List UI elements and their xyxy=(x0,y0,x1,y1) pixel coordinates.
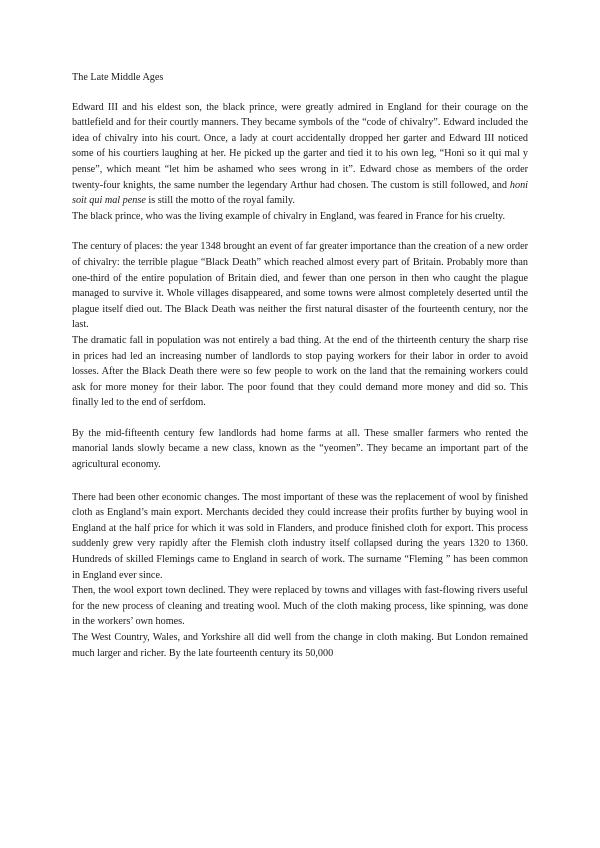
paragraph-west-country: The West Country, Wales, and Yorkshire all did well from the change in cloth making. But London remained much larger and richer. By the late fourteenth century its 50,000 xyxy=(72,632,528,659)
paragraph-chivalry-text: Edward III and his eldest son, the black prince, were greatly admired in England for their courage on the battlefield and for their courtly manners. They became symbols of the “code of chivalry”. Edward included the idea of chivalry into his court. Once, a lady at court accidentally dropped her garter and Edward III noticed some of his courtiers laughing at her. He picked up the garter and tied it to his own leg, “Honi so it qui mal y pense”, which meant “let him be ashamed who sees wrong in it”. Edward chose as members of the order twenty-four knights, the same number the legendary Arthur had chosen. The custom is still followed, and xyxy=(72,101,528,191)
motto-italic: honi soit qui mal pense xyxy=(72,179,528,207)
paragraph-black-death: The century of places: the year 1348 brought an event of far greater importance than the creation of a new order of chivalry: the terrible plague “Black Death” which reached almost every part of Britain. Probably more than one-third of the entire population of Britain died, and fewer than one person in then who caught the plague managed to survive it. Whole villages disappeared, and some towns were almost completely deserted until the plague itself died out. The Black Death was neither the first natural disaster of the fourteenth century, nor the last. xyxy=(72,241,528,331)
paragraph-yeomen: By the mid-fifteenth century few landlords had home farms at all. These smaller farmers who rented the manorial lands slowly became a new class, known as the “yeomen”. They became an important part of the agricultural economy. xyxy=(72,427,528,471)
paragraph-chivalry-end: is still the motto of the royal family. xyxy=(145,195,295,207)
paragraph-black-prince: The black prince, who was the living example of chivalry in England, was feared in France for his cruelty. xyxy=(72,210,506,222)
paragraph-chivalry xyxy=(72,100,528,209)
paragraph-economic-changes: There had been other economic changes. The most important of these was the replacement of wool by finished cloth as England’s main export. Merchants decided they could increase their profits further by buying wool in England at the half price for which it was sold in Flanders, and produce finished cloth for export. This process suddenly grew very rapidly after the Flemish cloth industry itself collapsed during the years 1320 to 1360. Hundreds of skilled Flemings came to England in search of work. The surname “Fleming ” has been common in England ever since. xyxy=(72,491,528,581)
paragraph-wool-towns: Then, the wool export town declined. They were replaced by towns and villages with fast-flowing rivers useful for the new process of cleaning and treating wool. Much of the cloth making process, like spinning, was done in the workers’ own homes. xyxy=(72,585,528,628)
document-page xyxy=(72,70,528,661)
paragraph-population-fall: The dramatic fall in population was not entirely a bad thing. At the end of the thirteenth century the sharp rise in prices had led an increasing number of landlords to stop paying workers for their labor in order to avoid losses. After the Black Death there were so few people to work on the land that the remaining workers could ask for more money for their labor. The poor found that they could demand more money and did so. This finally led to the end of serfdom. xyxy=(72,334,528,409)
document-title: The Late Middle Ages xyxy=(72,72,164,83)
